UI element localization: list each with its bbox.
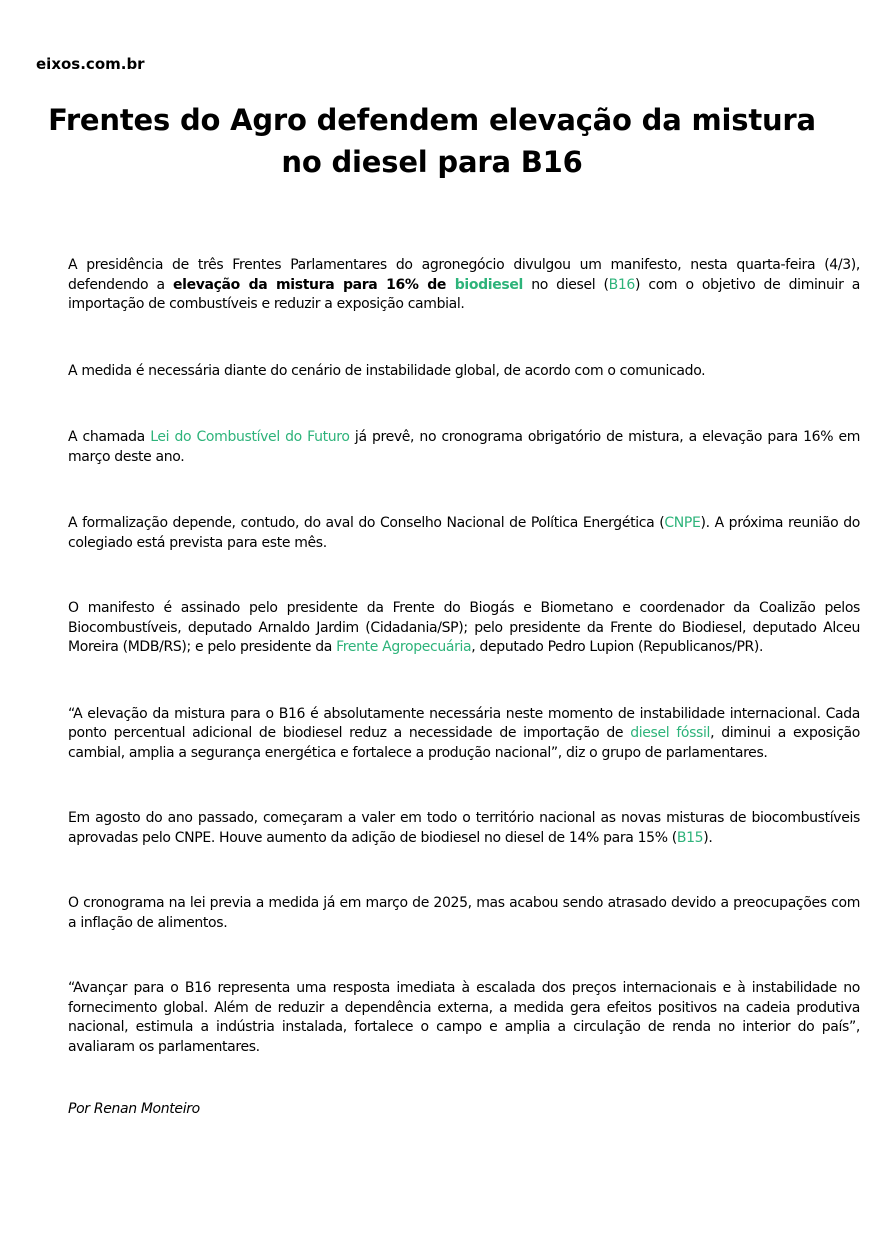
paragraph-8: O cronograma na lei previa a medida já em março de 2025, mas acabou sendo atrasado devido a preocupações com a inflação de alimentos. xyxy=(68,895,860,931)
paragraph-6-text-a: “A elevação da mistura para o B16 é absolutamente necessária neste momento de instabilidade internacional. Cada ponto percentual adicional de biodiesel reduz a necessidade de importação de xyxy=(68,705,860,741)
paragraph-5-text-b: , deputado Pedro Lupion (Republicanos/PR). xyxy=(471,639,764,655)
paragraph-4-text-a: A formalização depende, contudo, do aval do Conselho Nacional de Política Energética ( xyxy=(68,515,665,531)
paragraph-3 xyxy=(68,428,860,467)
paragraph-7 xyxy=(68,809,860,848)
paragraph-3-text-a: A chamada xyxy=(68,429,151,445)
paragraph-7-text-a: Em agosto do ano passado, começaram a valer em todo o território nacional as novas misturas de biocombustíveis aprovadas pelo CNPE. Houve aumento da adição de biodiesel no diesel de 14% para 15% ( xyxy=(68,810,860,846)
paragraph-4 xyxy=(68,514,860,553)
paragraph-4-text-b: ). A próxima reunião do colegiado está prevista para este mês. xyxy=(68,515,860,551)
paragraph-9: “Avançar para o B16 representa uma resposta imediata à escalada dos preços internacionais e à instabilidade no fornecimento global. Além de reduzir a dependência externa, a medida gera efeitos positivos na cadeia produtiva nacional, estimula a indústria instalada, fortalece o campo e amplia a circulação de renda no interior do país”, avaliaram os parlamentares. xyxy=(68,980,860,1055)
article-body xyxy=(68,256,860,1120)
link-cnpe[interactable]: CNPE xyxy=(664,515,701,531)
site-name: eixos.com.br xyxy=(36,55,145,73)
paragraph-6-text-b: , diminui a exposição cambial, amplia a segurança energética e fortalece a produção nacional”, diz o grupo de parlamentares. xyxy=(68,725,860,761)
link-lei-combustivel-futuro[interactable]: Lei do Combustível do Futuro xyxy=(150,429,350,445)
link-biodiesel-label: biodiesel xyxy=(454,276,523,293)
link-b15[interactable]: B15 xyxy=(676,829,704,846)
link-frente-agropecuaria[interactable]: Frente Agropecuária xyxy=(336,639,472,655)
page-title: Frentes do Agro defendem elevação da mistura no diesel para B16 xyxy=(48,103,816,179)
paragraph-7-text-b: ). xyxy=(703,829,713,846)
paragraph-5 xyxy=(68,599,860,658)
paragraph-1-text-a: A presidência de três Frentes Parlamentares do agronegócio divulgou um manifesto, nesta quarta-feira (4/3), defendendo a xyxy=(68,257,860,293)
link-b16[interactable]: B16 xyxy=(608,276,635,293)
paragraph-1-text-b: no diesel ( xyxy=(522,276,609,293)
paragraph-1-text-c: ) com o objetivo de diminuir a importação de combustíveis e reduzir a exposição cambial. xyxy=(68,276,860,312)
paragraph-5-text-a: O manifesto é assinado pelo presidente da Frente do Biogás e Biometano e coordenador da Coalizão pelos Biocombustíveis, deputado Arnaldo Jardim (Cidadania/SP); pelo presidente da Frente do Biodiesel, deputado Alceu Moreira (MDB/RS); e pelo presidente da xyxy=(68,600,860,655)
link-biodiesel[interactable] xyxy=(455,277,523,293)
paragraph-1 xyxy=(68,256,860,315)
paragraph-2: A medida é necessária diante do cenário de instabilidade global, de acordo com o comunicado. xyxy=(68,362,706,379)
byline: Por Renan Monteiro xyxy=(68,1101,200,1117)
link-diesel-fossil[interactable]: diesel fóssil xyxy=(630,725,711,741)
paragraph-6 xyxy=(68,705,860,764)
paragraph-3-text-b: já prevê, no cronograma obrigatório de mistura, a elevação para 16% em março deste ano. xyxy=(68,429,861,465)
paragraph-1-bold-text: elevação da mistura para 16% de xyxy=(172,276,455,293)
